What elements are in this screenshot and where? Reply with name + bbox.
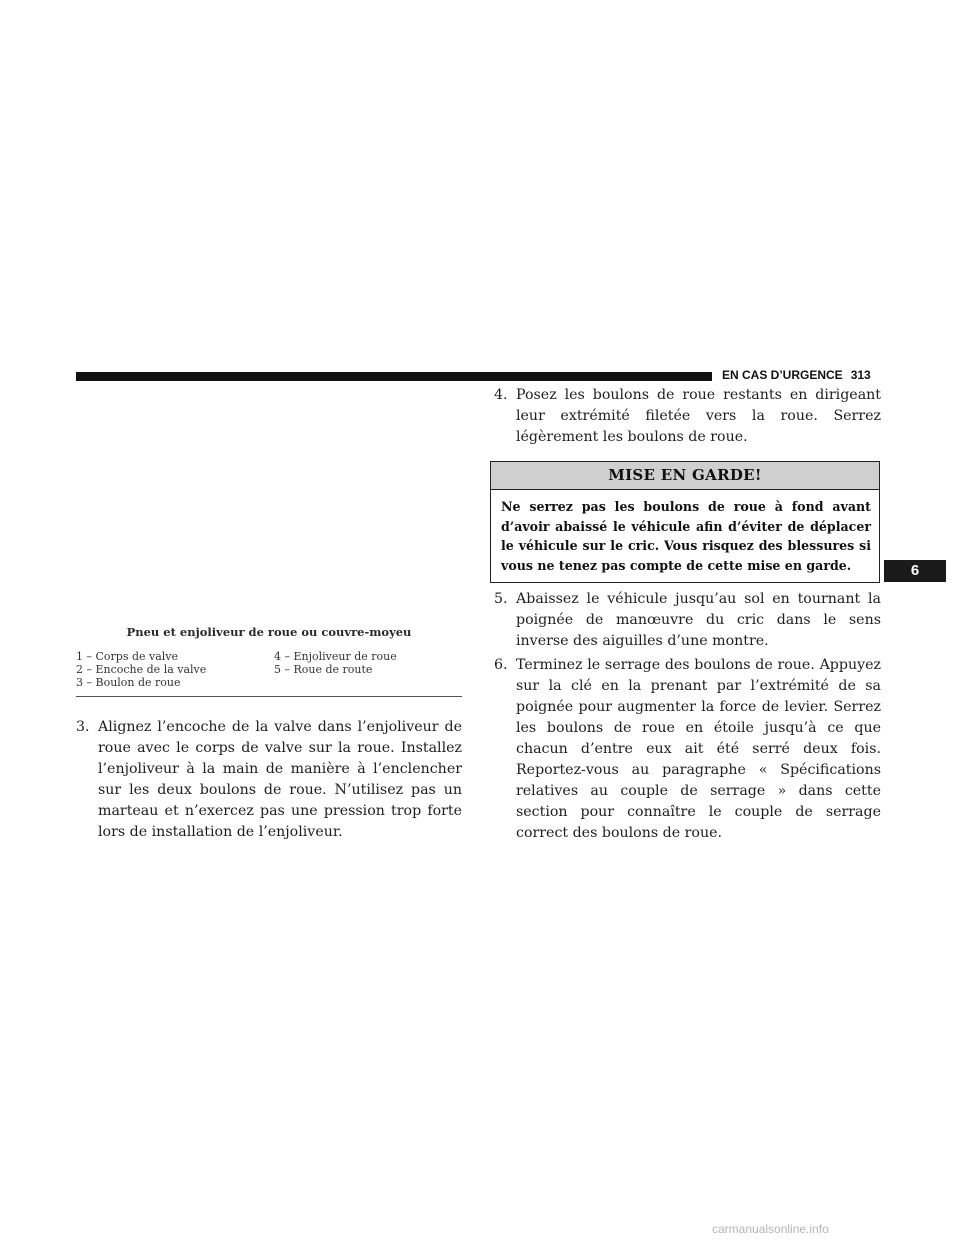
header-rule	[76, 372, 712, 381]
step-number: 6.	[494, 657, 508, 673]
step-5	[494, 589, 881, 652]
watermark: carmanualsonline.info	[712, 1222, 829, 1236]
legend-divider	[76, 696, 462, 697]
step-number: 4.	[494, 387, 508, 403]
step-4	[494, 385, 881, 448]
step-6	[494, 655, 881, 844]
warning-title: MISE EN GARDE!	[491, 462, 879, 490]
section-title: EN CAS D’URGENCE	[722, 368, 843, 382]
running-header	[722, 368, 922, 382]
legend-item: 5 – Roue de route	[274, 663, 373, 676]
legend-item: 3 – Boulon de roue	[76, 676, 181, 689]
legend-item: 4 – Enjoliveur de roue	[274, 650, 397, 663]
legend-item: 1 – Corps de valve	[76, 650, 179, 663]
figure-caption: Pneu et enjoliveur de roue ou couvre-moyeu	[126, 625, 412, 639]
step-text: Posez les boulons de roue restants en dirigeant leur extrémité filetée vers la roue. Serrez légèrement les boulons de roue.	[516, 387, 881, 445]
step-number: 5.	[494, 591, 508, 607]
page-number: 313	[850, 368, 871, 382]
step-number: 3.	[76, 719, 90, 735]
warning-text: Ne serrez pas les boulons de roue à fond avant d’avoir abaissé le véhicule afin d’éviter de déplacer le véhicule sur le cric. Vous risquez des blessures si vous ne tenez pas compte de cette mise en garde.	[501, 499, 871, 573]
warning-box	[490, 461, 880, 583]
step-text: Terminez le serrage des boulons de roue. Appuyez sur la clé en la prenant par l’extrémité de sa poignée pour augmenter la force de levier. Serrez les boulons de roue en étoile jusqu’à ce que chacun d’entre eux ait été serré deux fois. Reportez-vous au paragraphe « Spécifications relatives au couple de serrage » dans cette section pour connaître le couple de serrage correct des boulons de roue.	[516, 657, 881, 841]
figure-legend	[76, 650, 462, 689]
step-text: Alignez l’encoche de la valve dans l’enjoliveur de roue avec le corps de valve sur la roue. Installez l’enjoliveur à la main de manière à l’enclencher sur les deux boulons de roue. N’utilisez pas un marteau et n’exercez pas une pression trop forte lors de installation de l’enjoliveur.	[98, 719, 462, 840]
step-3	[76, 717, 462, 843]
chapter-tab: 6	[884, 560, 946, 582]
step-text: Abaissez le véhicule jusqu’au sol en tournant la poignée de manœuvre du cric dans le sens inverse des aiguilles d’une montre.	[516, 591, 881, 649]
legend-item: 2 – Encoche de la valve	[76, 663, 207, 676]
